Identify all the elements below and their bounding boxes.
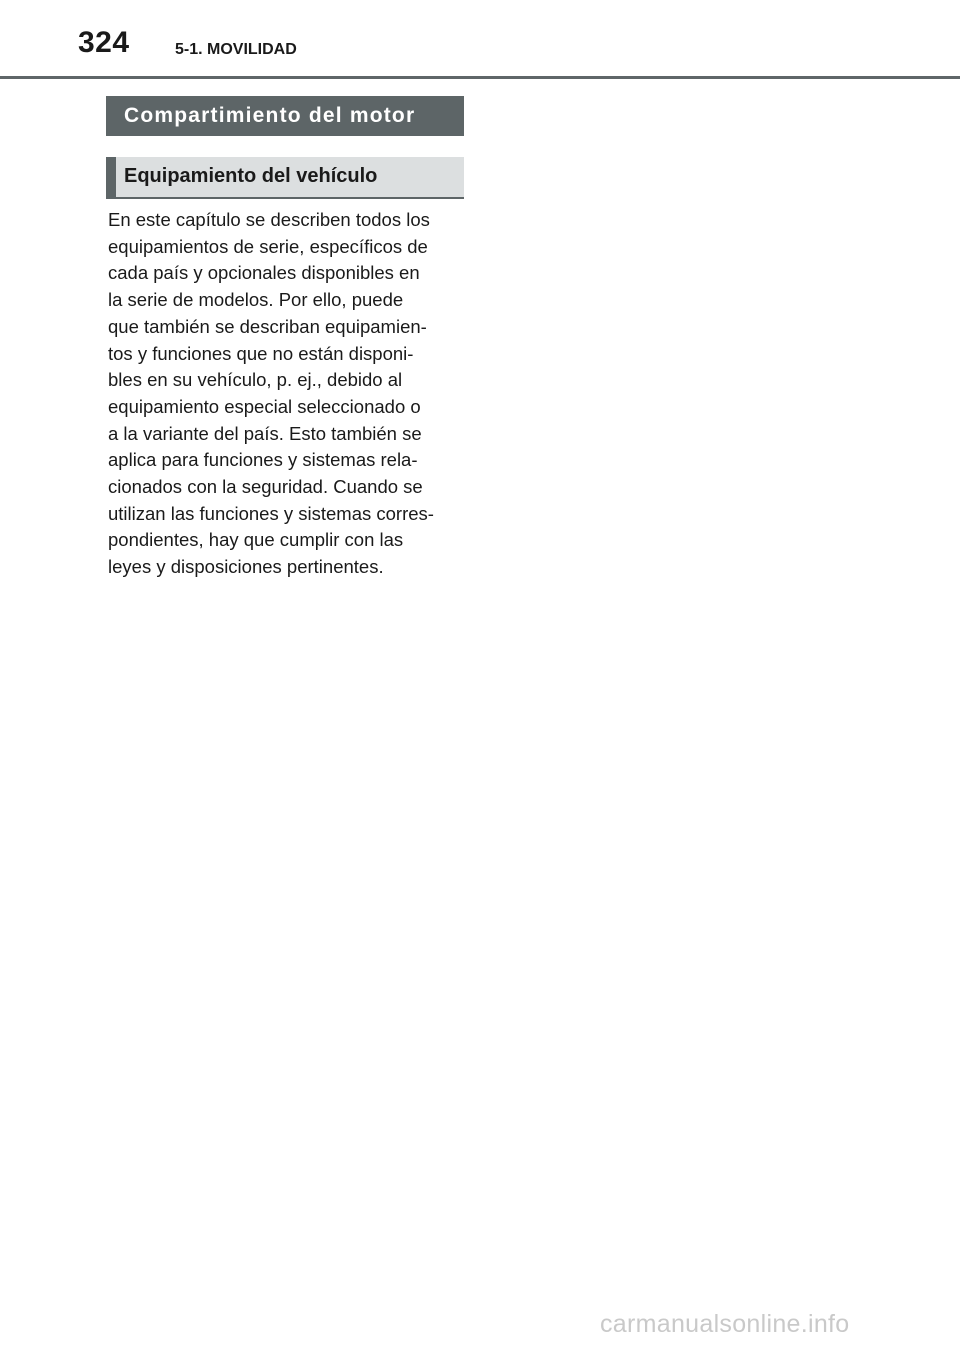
body-line: a la variante del país. Esto también se — [108, 422, 422, 444]
header-divider — [0, 76, 960, 79]
section-title: Compartimiento del motor — [124, 104, 416, 127]
body-line: equipamiento especial seleccionado o — [108, 395, 421, 417]
subsection-title: Equipamiento del vehículo — [124, 165, 378, 187]
subsection-marker-bar — [106, 157, 116, 197]
page-number: 324 — [78, 26, 130, 59]
watermark: carmanualsonline.info — [600, 1310, 850, 1338]
chapter-title: 5-1. MOVILIDAD — [175, 41, 297, 58]
body-line: leyes y disposiciones pertinentes. — [108, 556, 384, 578]
body-line: cionados con la seguridad. Cuando se — [108, 476, 423, 498]
body-line: En este capítulo se describen todos los — [108, 209, 430, 230]
body-line: utilizan las funciones y sistemas corres- — [108, 502, 434, 524]
body-line: bles en su vehículo, p. ej., debido al — [108, 369, 403, 391]
subsection-heading — [106, 157, 464, 199]
body-line: aplica para funciones y sistemas rela- — [108, 449, 418, 471]
body-line: la serie de modelos. Por ello, puede — [108, 289, 404, 311]
body-line: cada país y opcionales disponibles en — [108, 262, 420, 284]
body-paragraph — [108, 207, 468, 581]
body-line: equipamientos de serie, específicos de — [108, 235, 428, 257]
page-header — [0, 0, 960, 80]
body-line: que también se describan equipamien- — [108, 315, 427, 337]
body-line: tos y funciones que no están disponi- — [108, 342, 414, 364]
section-banner — [106, 96, 464, 136]
body-line: pondientes, hay que cumplir con las — [108, 529, 404, 551]
